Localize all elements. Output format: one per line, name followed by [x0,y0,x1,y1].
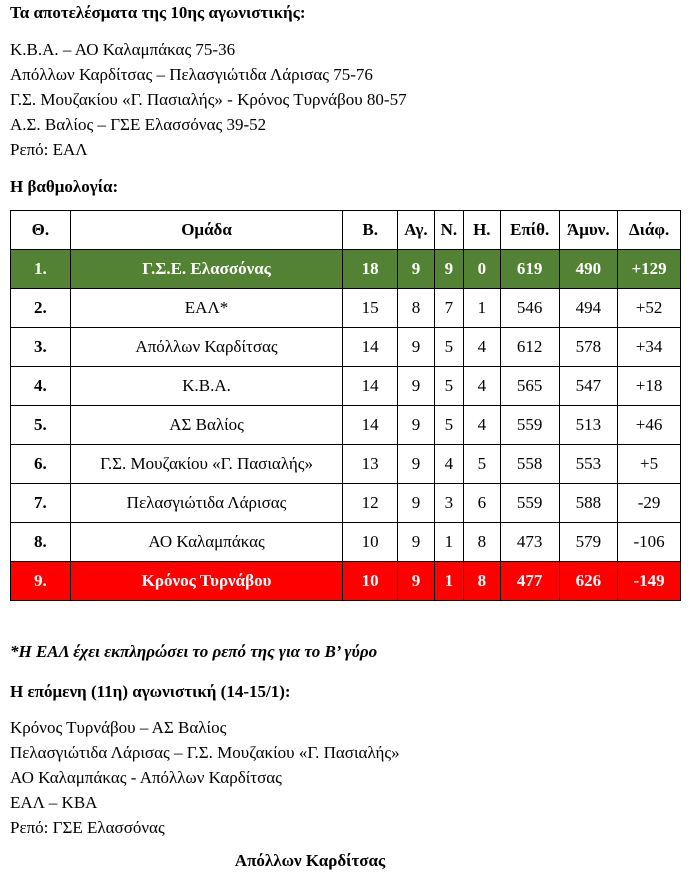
cell-losses: 8 [463,523,500,562]
cell-points-against: 553 [559,445,618,484]
cell-losses: 6 [463,484,500,523]
header-difference: Διάφ. [618,211,681,250]
cell-points-against: 578 [559,328,618,367]
table-row [11,328,681,367]
cell-wins: 7 [434,289,463,328]
cell-points-for: 546 [500,289,559,328]
cell-position: 2. [11,289,71,328]
footnote: *Η ΕΑΛ έχει εκπληρώσει το ρεπό της για το Β’ γύρο [10,642,378,661]
header-wins: Ν. [434,211,463,250]
table-row [11,406,681,445]
cell-difference: -106 [618,523,681,562]
cell-wins: 3 [434,484,463,523]
cell-games: 9 [397,367,434,406]
cell-difference: +46 [618,406,681,445]
cell-points: 14 [343,367,398,406]
cell-points-for: 612 [500,328,559,367]
result-line: Κ.Β.Α. – ΑΟ Καλαμπάκας 75-36 [10,40,236,59]
header-points-for: Επίθ. [500,211,559,250]
results-heading: Τα αποτελέσματα της 10ης αγωνιστικής: [10,3,306,22]
cell-wins: 9 [434,250,463,289]
cell-losses: 4 [463,328,500,367]
results-list [10,37,407,162]
cell-team: Απόλλων Καρδίτσας [70,328,343,367]
cell-points: 15 [343,289,398,328]
cell-games: 9 [397,250,434,289]
cell-difference: -29 [618,484,681,523]
header-points: Β. [343,211,398,250]
header-points-against: Άμυν. [559,211,618,250]
cell-games: 9 [397,445,434,484]
cell-position: 7. [11,484,71,523]
table-row [11,250,681,289]
table-row [11,484,681,523]
result-line: Γ.Σ. Μουζακίου «Γ. Πασιαλής» - Κρόνος Τυρνάβου 80-57 [10,90,407,109]
cell-team: Γ.Σ.Ε. Ελασσόνας [70,250,343,289]
cell-difference: +5 [618,445,681,484]
table-header-row [11,211,681,250]
cell-wins: 1 [434,523,463,562]
cell-games: 9 [397,484,434,523]
cell-team: ΑΣ Βαλίος [70,406,343,445]
cell-wins: 5 [434,406,463,445]
bye-line: Ρεπό: ΕΑΛ [10,140,88,159]
header-team: Ομάδα [70,211,343,250]
cell-points-against: 588 [559,484,618,523]
cell-games: 8 [397,289,434,328]
fixture-line: Κρόνος Τυρνάβου – ΑΣ Βαλίος [10,718,227,737]
cell-points-against: 626 [559,562,618,601]
cell-points-against: 490 [559,250,618,289]
cell-team: Πελασγιώτιδα Λάρισας [70,484,343,523]
cell-team: ΕΑΛ* [70,289,343,328]
cell-team: Κ.Β.Α. [70,367,343,406]
cell-losses: 0 [463,250,500,289]
cell-position: 8. [11,523,71,562]
next-round-heading: Η επόμενη (11η) αγωνιστική (14-15/1): [10,682,291,701]
cell-points: 14 [343,406,398,445]
bye-line: Ρεπό: ΓΣΕ Ελασσόνας [10,818,165,837]
cell-difference: +129 [618,250,681,289]
cell-points: 14 [343,328,398,367]
cell-points: 12 [343,484,398,523]
cell-position: 4. [11,367,71,406]
cell-wins: 1 [434,562,463,601]
cell-position: 5. [11,406,71,445]
cell-losses: 8 [463,562,500,601]
cell-points-for: 559 [500,406,559,445]
cell-points-for: 473 [500,523,559,562]
header-losses: Η. [463,211,500,250]
header-games: Αγ. [397,211,434,250]
cell-points: 18 [343,250,398,289]
fixture-line: Πελασγιώτιδα Λάρισας – Γ.Σ. Μουζακίου «Γ. Πασιαλής» [10,743,400,762]
cell-points: 10 [343,562,398,601]
fixture-line: ΑΟ Καλαμπάκας - Απόλλων Καρδίτσας [10,768,282,787]
header-position: Θ. [11,211,71,250]
cell-points-for: 565 [500,367,559,406]
cell-points-against: 513 [559,406,618,445]
cell-difference: -149 [618,562,681,601]
cell-points: 13 [343,445,398,484]
table-row [11,367,681,406]
fixture-line: ΕΑΛ – ΚΒΑ [10,793,98,812]
table-row [11,445,681,484]
table-row [11,523,681,562]
cell-points-against: 547 [559,367,618,406]
cell-team: Γ.Σ. Μουζακίου «Γ. Πασιαλής» [70,445,343,484]
table-row [11,562,681,601]
cell-points-for: 477 [500,562,559,601]
cell-points-for: 559 [500,484,559,523]
standings-table [10,210,681,601]
cell-position: 3. [11,328,71,367]
cell-points-against: 494 [559,289,618,328]
cell-points: 10 [343,523,398,562]
signature: Απόλλων Καρδίτσας [234,851,386,870]
result-line: Απόλλων Καρδίτσας – Πελασγιώτιδα Λάρισας 75-76 [10,65,373,84]
cell-points-for: 558 [500,445,559,484]
cell-points-against: 579 [559,523,618,562]
cell-team: ΑΟ Καλαμπάκας [70,523,343,562]
cell-wins: 5 [434,367,463,406]
standings-heading: Η βαθμολογία: [10,177,119,196]
cell-position: 6. [11,445,71,484]
result-line: Α.Σ. Βαλίος – ΓΣΕ Ελασσόνας 39-52 [10,115,267,134]
cell-games: 9 [397,562,434,601]
cell-games: 9 [397,406,434,445]
cell-team: Κρόνος Τυρνάβου [70,562,343,601]
cell-losses: 5 [463,445,500,484]
cell-losses: 4 [463,406,500,445]
cell-difference: +18 [618,367,681,406]
cell-difference: +52 [618,289,681,328]
cell-position: 1. [11,250,71,289]
cell-games: 9 [397,328,434,367]
cell-points-for: 619 [500,250,559,289]
next-fixtures-list [10,715,400,840]
table-row [11,289,681,328]
cell-games: 9 [397,523,434,562]
cell-wins: 4 [434,445,463,484]
cell-losses: 1 [463,289,500,328]
cell-losses: 4 [463,367,500,406]
cell-difference: +34 [618,328,681,367]
cell-position: 9. [11,562,71,601]
cell-wins: 5 [434,328,463,367]
